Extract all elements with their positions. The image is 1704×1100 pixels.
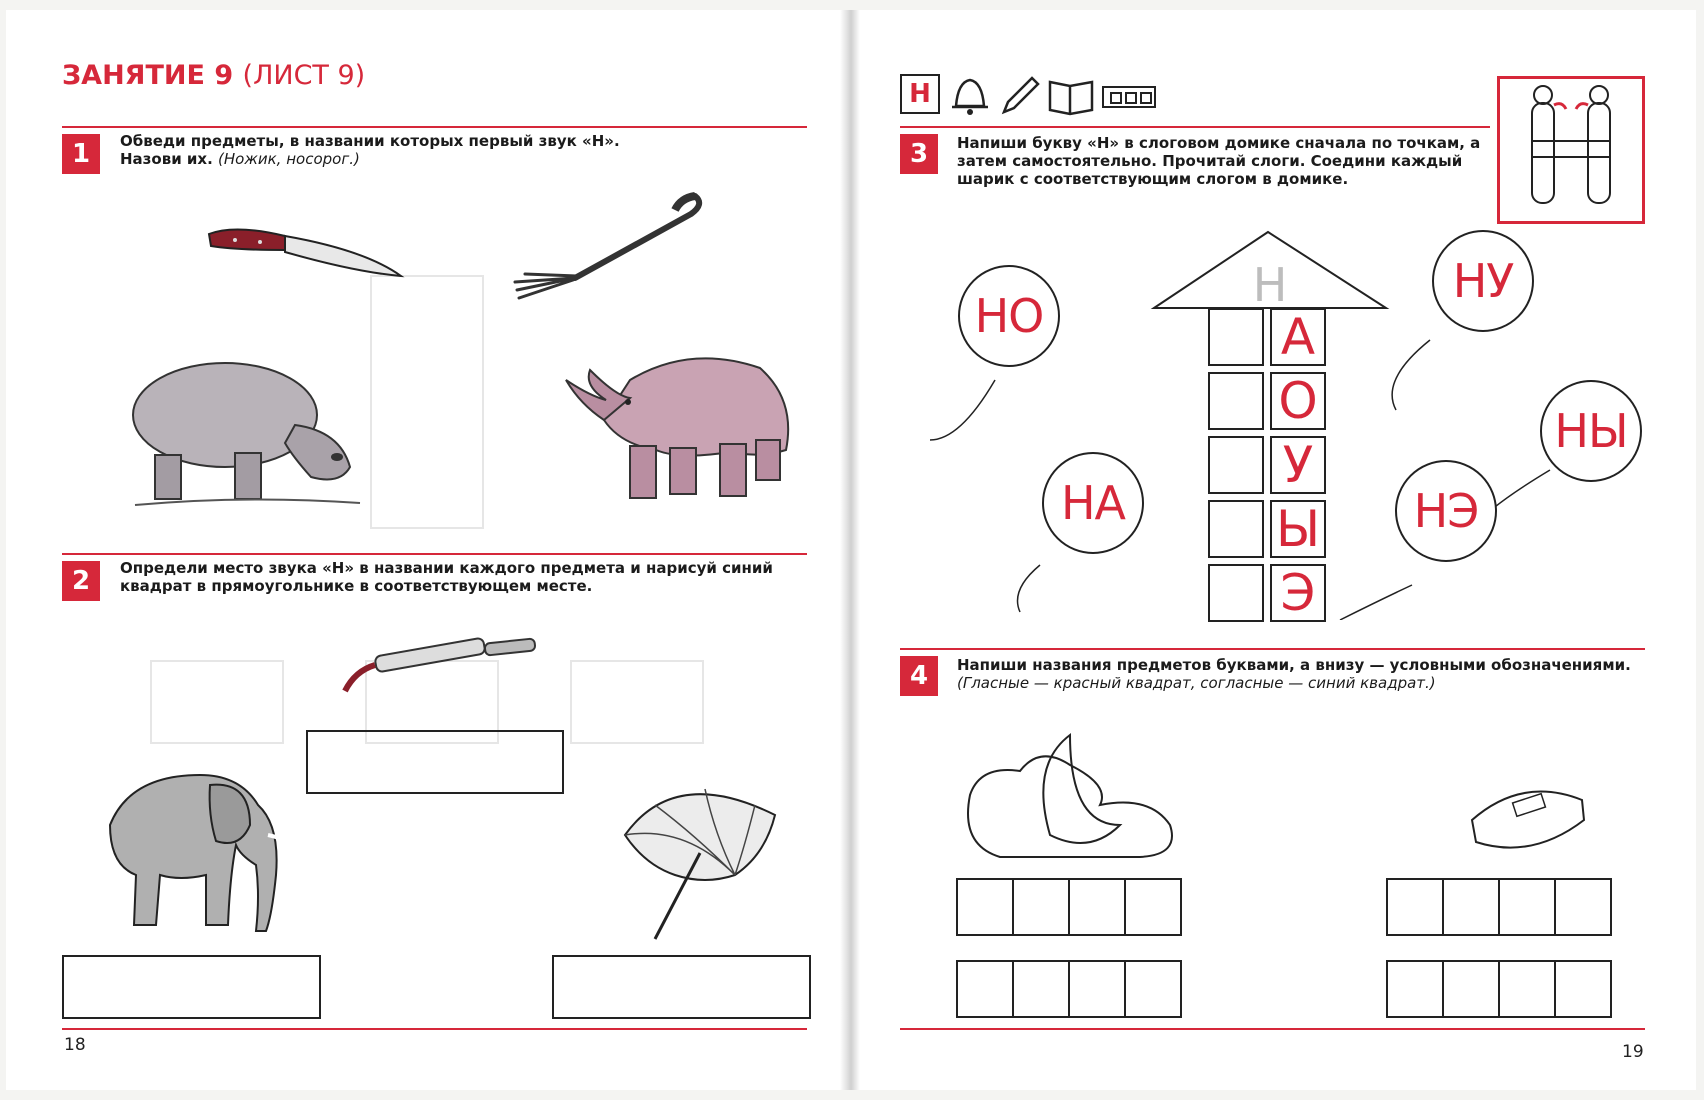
task-number: 3: [900, 134, 938, 174]
symbol-cell[interactable]: [1386, 960, 1444, 1018]
letter-cell[interactable]: [1554, 878, 1612, 936]
task-number: 4: [900, 656, 938, 696]
balloon-syllable[interactable]: НА: [1042, 452, 1144, 554]
answer-rectangle[interactable]: [552, 955, 811, 1019]
jump-rope-picture: [335, 635, 545, 695]
task-number: 2: [62, 561, 100, 601]
letter-n-figure-picture: [1500, 79, 1642, 221]
letters-answer-grid[interactable]: [958, 878, 1182, 936]
page-number-left: 18: [64, 1035, 86, 1055]
elephant-picture: [90, 745, 310, 935]
answer-rectangle[interactable]: [306, 730, 564, 794]
section-rule: [900, 126, 1490, 128]
umbrella-picture: [615, 775, 785, 945]
page-number-right: 19: [1622, 1042, 1644, 1062]
footer-rule: [62, 1028, 807, 1030]
task-4-text: Напиши названия предметов буквами, а внизу — условными обозначениями.: [957, 656, 1631, 674]
symbol-cell[interactable]: [1124, 960, 1182, 1018]
letter-cell[interactable]: [1442, 878, 1500, 936]
task-4-hint: (Гласные — красный квадрат, согласные — синий квадрат.): [957, 674, 1436, 692]
symbol-cell[interactable]: [1498, 960, 1556, 1018]
letter-cell[interactable]: [956, 878, 1014, 936]
letters-answer-grid[interactable]: [1388, 878, 1612, 936]
letter-cell[interactable]: [1386, 878, 1444, 936]
balloon-syllable[interactable]: НУ: [1432, 230, 1534, 332]
bell-icon: [948, 74, 992, 116]
symbols-answer-grid[interactable]: [958, 960, 1182, 1018]
vowel-letter: Э: [1280, 564, 1316, 622]
symbol-cell[interactable]: [1012, 960, 1070, 1018]
balloon-syllable[interactable]: НЭ: [1395, 460, 1497, 562]
task-3-text: Напиши букву «Н» в слоговом домике сначала по точкам, а затем самостоятельно. Прочитай слоги. Соедини каждый шарик с соответствующим слогом в домике.: [957, 134, 1481, 188]
moon-cloud-picture: [960, 725, 1190, 865]
answer-rectangle[interactable]: [62, 955, 321, 1019]
lesson-title: [62, 60, 365, 91]
ghost-house: [370, 275, 484, 529]
lesson-title-main: ЗАНЯТИЕ 9: [62, 60, 234, 91]
footer-rule: [900, 1028, 1645, 1030]
roof-letter-tracing: Н: [1252, 258, 1288, 312]
book-spine: [840, 10, 860, 1090]
vowel-letter: Ы: [1275, 500, 1321, 558]
letter-cell[interactable]: [1012, 878, 1070, 936]
section-rule: [62, 553, 807, 555]
task-1-instructions: [120, 132, 680, 168]
task-2-text: Определи место звука «Н» в названии каждого предмета и нарисуй синий квадрат в прямоугольнике в соответствующем месте.: [120, 559, 773, 595]
lesson-title-sub: (ЛИСТ 9): [242, 60, 366, 91]
letter-cell[interactable]: [1498, 878, 1556, 936]
section-rule: [62, 126, 807, 128]
pencil-icon: [998, 74, 1042, 116]
task-1-hint: (Ножик, носорог.): [218, 150, 360, 168]
hippo-picture: [125, 345, 365, 515]
ghost-frame: [150, 660, 284, 744]
vowel-letter: А: [1280, 308, 1316, 366]
knife-picture: [205, 220, 405, 290]
task-4-instructions: [957, 656, 1647, 692]
symbol-cell[interactable]: [1554, 960, 1612, 1018]
letter-n-figure-frame: [1497, 76, 1645, 224]
vowel-letter: О: [1278, 372, 1318, 430]
vowel-letter: У: [1282, 436, 1314, 494]
symbols-answer-grid[interactable]: [1388, 960, 1612, 1018]
balloon-syllable[interactable]: НЫ: [1540, 380, 1642, 482]
book-icon: [1046, 74, 1096, 116]
letter-cell[interactable]: [1068, 878, 1126, 936]
letter-card-icon: Н: [900, 74, 940, 114]
syllable-scheme-icon: [1102, 86, 1156, 108]
soap-picture: [1462, 770, 1592, 860]
balloon-syllable[interactable]: НО: [958, 265, 1060, 367]
symbol-cell[interactable]: [956, 960, 1014, 1018]
section-rule: [900, 648, 1645, 650]
symbol-cell[interactable]: [1068, 960, 1126, 1018]
ghost-frame: [570, 660, 704, 744]
fork-picture: [505, 190, 705, 300]
task-number: 1: [62, 134, 100, 174]
rhinoceros-picture: [560, 340, 800, 520]
letter-cell[interactable]: [1124, 878, 1182, 936]
symbol-cell[interactable]: [1442, 960, 1500, 1018]
task-1-text: Обведи предметы, в названии которых первый звук «Н». Назови их.: [120, 132, 620, 168]
